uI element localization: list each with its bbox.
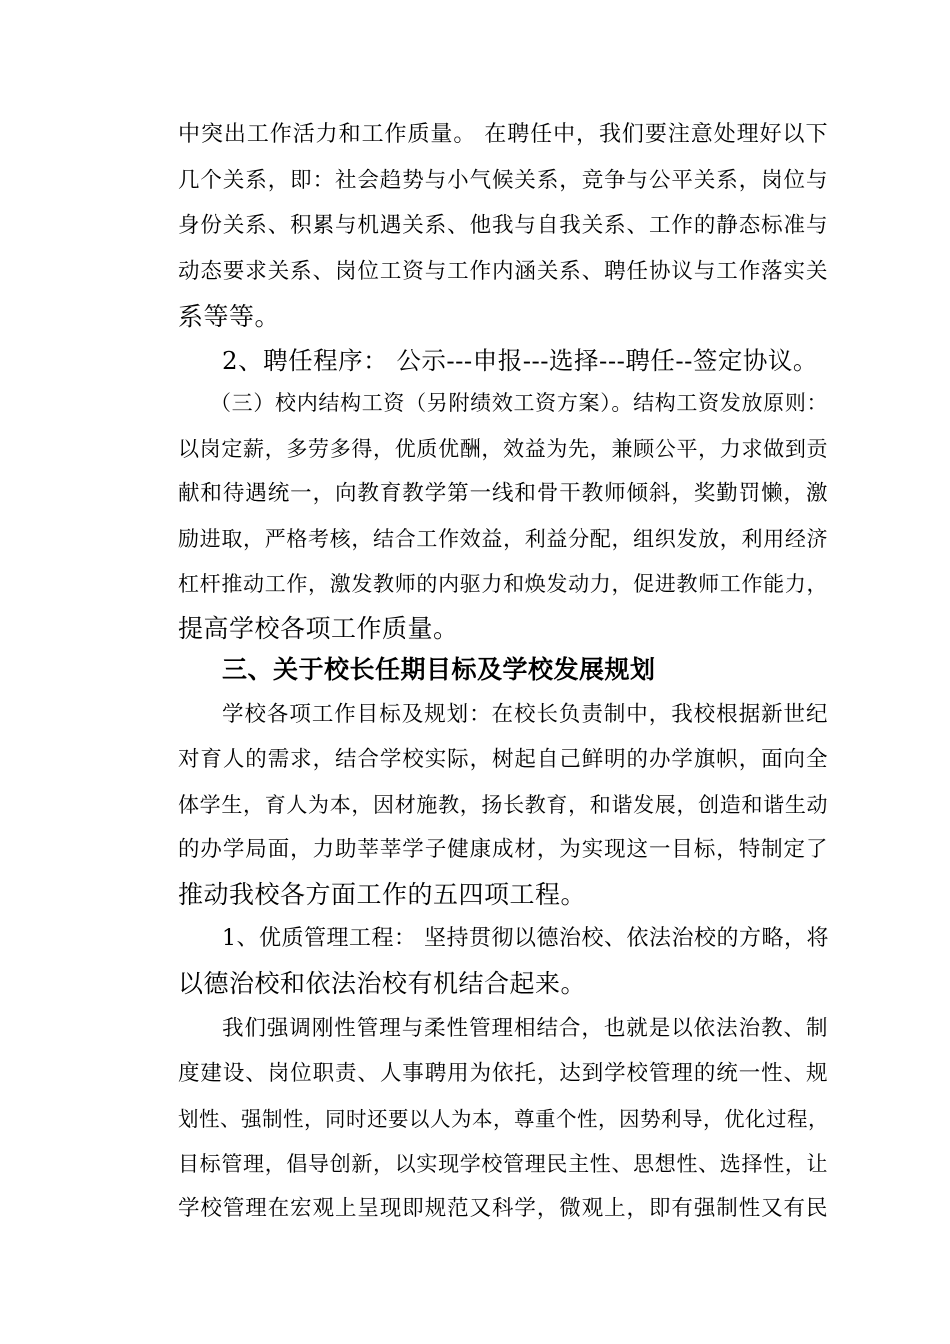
text-line: 我们强调刚性管理与柔性管理相结合，也就是以依法治教、制 — [222, 1016, 828, 1041]
text-line: 学校管理在宏观上呈现即规范又科学，微观上，即有强制性又有民 — [178, 1196, 828, 1221]
text-line: 目标管理，倡导创新，以实现学校管理民主性、思想性、选择性，让 — [178, 1152, 828, 1176]
text-line: 以德治校和依法治校有机结合起来。 — [178, 969, 587, 998]
text-line: 献和待遇统一，向教育教学第一线和骨干教师倾斜，奖勤罚懒，激 — [178, 481, 828, 506]
text-line: 几个关系，即：社会趋势与小气候关系，竞争与公平关系，岗位与 — [178, 168, 828, 193]
text-line: 1、优质管理工程： 坚持贯彻以德治校、依法治校的方略，将 — [222, 926, 829, 951]
text-line: 身份关系、积累与机遇关系、他我与自我关系、工作的静态标准与 — [178, 213, 828, 238]
text-line: 划性、强制性，同时还要以人为本，尊重个性，因势利导，优化过程， — [178, 1107, 829, 1131]
text-line: 动态要求关系、岗位工资与工作内涵关系、聘任协议与工作落实关 — [178, 259, 828, 284]
text-line: （三）校内结构工资（另附绩效工资方案）。结构工资发放原则： — [210, 391, 828, 415]
text-line: 体学生，育人为本，因材施教，扬长教育，和谐发展，创造和谐生动 — [178, 793, 828, 817]
text-line: 杠杆推动工作，激发教师的内驱力和焕发动力，促进教师工作能力， — [178, 572, 828, 596]
text-line: 学校各项工作目标及规划：在校长负责制中，我校根据新世纪 — [222, 702, 828, 727]
text-line: 2、聘任程序： 公示---申报---选择---聘任--签定协议。 — [222, 346, 818, 375]
section-heading: 三、关于校长任期目标及学校发展规划 — [222, 655, 656, 684]
text-line: 对育人的需求，结合学校实际，树起自己鲜明的办学旗帜，面向全 — [178, 747, 828, 772]
text-line: 励进取，严格考核，结合工作效益，利益分配，组织发放，利用经济 — [178, 527, 828, 551]
text-line: 提高学校各项工作质量。 — [178, 614, 459, 643]
text-line: 推动我校各方面工作的五四项工程。 — [178, 880, 587, 909]
text-line: 中突出工作活力和工作质量。 在聘任中，我们要注意处理好以下 — [178, 122, 828, 147]
text-line: 系等等。 — [178, 302, 281, 331]
text-line: 度建设、岗位职责、人事聘用为依托，达到学校管理的统一性、规 — [178, 1061, 828, 1086]
text-line: 的办学局面，力助莘莘学子健康成材，为实现这一目标，特制定了 — [178, 837, 828, 862]
text-line: 以岗定薪，多劳多得，优质优酬，效益为先，兼顾公平，力求做到贡 — [178, 437, 828, 461]
